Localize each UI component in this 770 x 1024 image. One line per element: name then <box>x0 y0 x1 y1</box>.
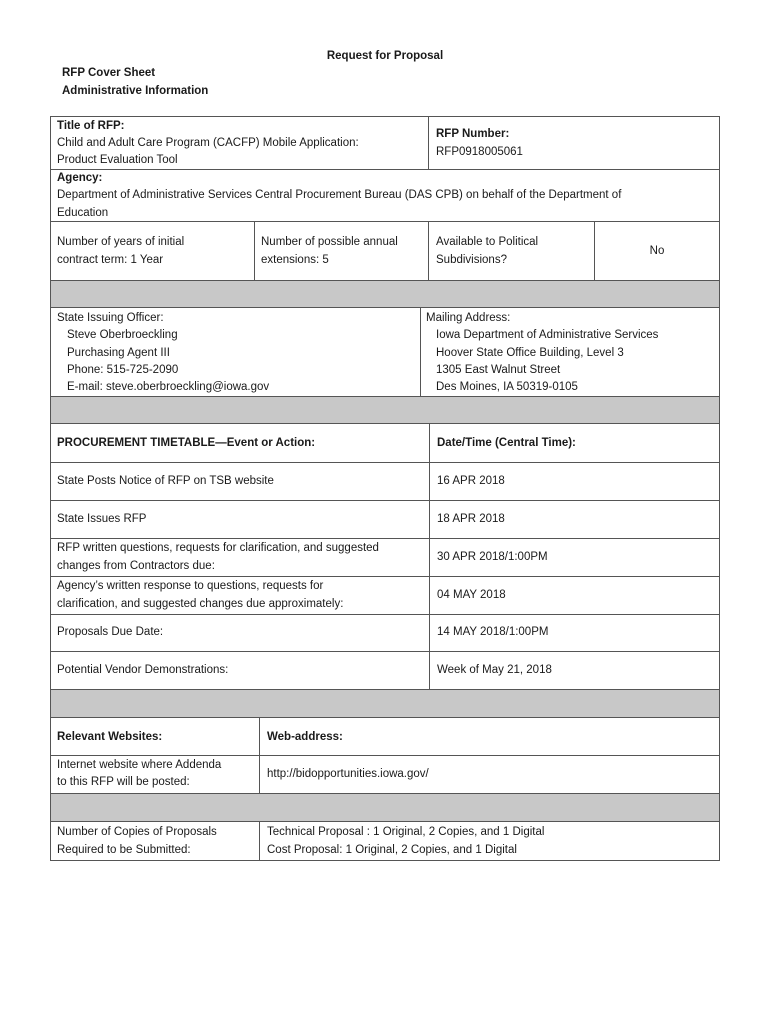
rfp-title-line2: Product Evaluation Tool <box>57 154 178 166</box>
rfp-number-value: RFP0918005061 <box>436 146 523 158</box>
addenda-site-url: http://bidopportunities.iowa.gov/ <box>267 768 429 780</box>
mailing-label: Mailing Address: <box>426 312 511 324</box>
copies-technical: Technical Proposal : 1 Original, 2 Copies, and 1 Digital <box>267 826 545 838</box>
timetable-header-date: Date/Time (Central Time): <box>437 437 576 449</box>
shaded-separator <box>50 280 720 308</box>
shaded-separator <box>50 793 720 822</box>
timetable-header-event: PROCUREMENT TIMETABLE—Event or Action: <box>57 437 316 449</box>
extensions-line1: Number of possible annual <box>261 236 398 248</box>
mailing-line2: Hoover State Office Building, Level 3 <box>436 347 624 359</box>
timetable-date: 04 MAY 2018 <box>437 589 506 601</box>
copies-label-line1: Number of Copies of Proposals <box>57 826 217 838</box>
timetable-event: Proposals Due Date: <box>57 626 164 638</box>
websites-header-label: Relevant Websites: <box>57 731 163 743</box>
addenda-site-label-line2: to this RFP will be posted: <box>57 776 190 788</box>
timetable-event-cont: changes from Contractors due: <box>57 560 215 572</box>
political-line2: Subdivisions? <box>436 254 507 266</box>
timetable-date: 14 MAY 2018/1:00PM <box>437 626 549 638</box>
agency-line1: Department of Administrative Services Central Procurement Bureau (DAS CPB) on behalf of the Department of <box>57 189 622 201</box>
rfp-title-line1: Child and Adult Care Program (CACFP) Mobile Application: <box>57 137 359 149</box>
timetable-date: Week of May 21, 2018 <box>437 664 552 676</box>
political-value: No <box>649 245 665 257</box>
officer-phone: Phone: 515-725-2090 <box>67 364 179 376</box>
timetable-event-cont: clarification, and suggested changes due approximately: <box>57 598 344 610</box>
timetable-date: 18 APR 2018 <box>437 513 505 525</box>
officer-role: Purchasing Agent III <box>67 347 170 359</box>
timetable-date: 16 APR 2018 <box>437 475 505 487</box>
subtitle-cover-sheet: RFP Cover Sheet <box>62 67 156 79</box>
officer-name: Steve Oberbroeckling <box>67 329 178 341</box>
political-line1: Available to Political <box>436 236 539 248</box>
timetable-event: RFP written questions, requests for clarification, and suggested <box>57 542 379 554</box>
timetable-event: Agency’s written response to questions, requests for <box>57 580 324 592</box>
addenda-site-label-line1: Internet website where Addenda <box>57 759 222 771</box>
rfp-number-label: RFP Number: <box>436 128 510 140</box>
officer-label: State Issuing Officer: <box>57 312 164 324</box>
extensions-line2: extensions: 5 <box>261 254 329 266</box>
copies-label-line2: Required to be Submitted: <box>57 844 191 856</box>
copies-cost: Cost Proposal: 1 Original, 2 Copies, and 1 Digital <box>267 844 517 856</box>
timetable-event: Potential Vendor Demonstrations: <box>57 664 229 676</box>
shaded-separator <box>50 689 720 718</box>
shaded-separator <box>50 396 720 424</box>
contract-years-line1: Number of years of initial <box>57 236 185 248</box>
officer-email: E-mail: steve.oberbroeckling@iowa.gov <box>67 381 270 393</box>
timetable-event: State Issues RFP <box>57 513 147 525</box>
timetable-event: State Posts Notice of RFP on TSB website <box>57 475 274 487</box>
page-title: Request for Proposal <box>326 50 444 62</box>
rfp-title-label: Title of RFP: <box>57 120 125 132</box>
agency-line2: Education <box>57 207 109 219</box>
mailing-line3: 1305 East Walnut Street <box>436 364 561 376</box>
timetable-date: 30 APR 2018/1:00PM <box>437 551 548 563</box>
websites-header-address: Web-address: <box>267 731 343 743</box>
contract-years-line2: contract term: 1 Year <box>57 254 164 266</box>
mailing-line4: Des Moines, IA 50319-0105 <box>436 381 578 393</box>
agency-label: Agency: <box>57 172 103 184</box>
mailing-line1: Iowa Department of Administrative Services <box>436 329 659 341</box>
subtitle-admin-info: Administrative Information <box>62 85 209 97</box>
